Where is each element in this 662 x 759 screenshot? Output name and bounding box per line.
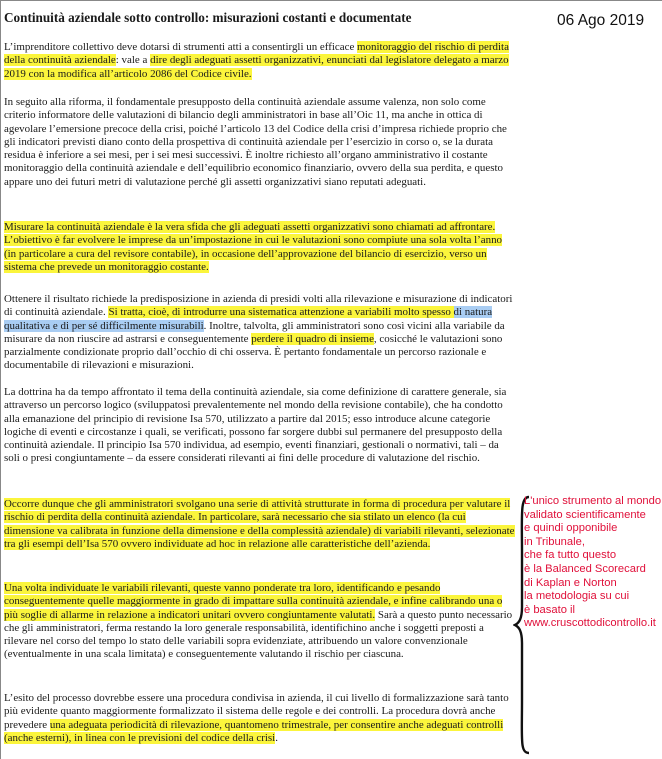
annotation-line: in Tribunale, (524, 535, 585, 548)
paragraph-text: , cosicché le valutazioni sono parzialmente condizionate proprio dall’occhio di chi osserva. È pertanto fondamentale un percorso razionale e documentabile di rilevazioni e misurazioni. (4, 332, 503, 372)
paragraph-text: L’esito del processo dovrebbe essere una procedura condivisa in azienda, il cui livello di formalizzazione sarà tanto più evidente quanto maggiormente formalizzato il sistema delle regole e dei controlli. La procedura dovrà anche prevedere (4, 692, 509, 731)
paragraph-6 (4, 498, 516, 551)
highlighted-text: Occorre dunque che gli amministratori svolgano una serie di attività strutturate in forma di procedura per valutare il rischio di perdita della continuità aziendale. In particolare, sarà necessario che sia stilato un elenco (la cui dimensione va calibrata in funzione della dimensione e della complessità aziendale) di variabili rilevanti, selezionate tra gli esempi dell’Isa 570 ovvero individuate ad hoc in relazione alle caratteristiche dell’azienda. (4, 498, 515, 550)
paragraph-text: Sarà a questo punto necessario che gli amministratori, ferma restando la loro generale responsabilità, identifichino anche i soggetti preposti a rilevare nel corso del tempo lo stato delle variabili sopra evidenziate, attribuendo un valore convenzionale (eventualmente in una scala limitata) e conseguentemente valutando il rischio per ciascuna. (4, 608, 513, 661)
highlighted-text: dire degli adeguati assetti organizzativi, enunciati dal legislatore delegato a marzo 2019 con la modifica all’articolo 2086 del Codice civile. (4, 54, 509, 80)
paragraph-text: . Inoltre, talvolta, gli amministratori sono così vicini alla variabile da misurare da non riuscire ad astrarsi e conseguentemente (4, 319, 505, 345)
paragraph-4 (4, 293, 516, 373)
article-date: 06 Ago 2019 (557, 12, 645, 29)
margin-annotation (524, 495, 662, 631)
annotation-line: la metodologia su cui (524, 590, 630, 603)
paragraph-text: Ottenere il risultato richiede la predisposizione in azienda di presidi volti alla rilevazione e misurazione di indicatori di continuità aziendale. (4, 293, 513, 319)
annotation-line: è basato il (524, 603, 575, 616)
annotation-line: di Kaplan e Norton (524, 576, 617, 589)
paragraph-text: In seguito alla riforma, il fondamentale presupposto della continuità aziendale assume valenza, non solo come criterio informatore delle valutazioni di bilancio degli amministratori in base all’Oic 11, ma anche in ottica di agevolare l’emersione precoce della crisi, poiché l’articolo 13 del Codice della crisi d’impresa richiede proprio che gli indicatori previsti diano conto della prospettiva di continuità aziendale per l’esercizio in corso o, se la durata residua è inferiore a sei mesi, per i sei mesi successivi. È inoltre richiesto all’organo amministrativo il costante monitoraggio della continuità aziendale e dell’equilibrio economico finanziario, ovvero della sua perdita, e questo appare uno dei futuri metri di valutazione perché gli assetti organizzativi siano reputati adeguati. (4, 96, 507, 188)
highlighted-text: Una volta individuate le variabili rilevanti, queste vanno ponderate tra loro, identificando e pesando conseguentemente quelle maggiormente in grado di impattare sulla continuità aziendale, e infine calibrando una o più soglie di allarme in relazione a indicatori unitari ovvero congiuntamente valutati. (4, 582, 503, 621)
annotation-line: L'unico strumento al mondo (524, 495, 662, 507)
paragraph-3 (4, 221, 516, 274)
paragraph-text: La dottrina ha da tempo affrontato il tema della continuità aziendale, sia come definizione di carattere generale, sia attraverso un percorso logico (sviluppatosi prevalentemente nel mondo della revisione contabile), che ha condotto alla emanazione del principio di revisione Isa 570, utilizzato a partire dal 2015; esso introduce alcune categorie logiche di eventi e circostanze i quali, se verificati, possono far sorgere dubbi sul permanere del presupposto della continuità aziendale. Il principio Isa 570 individua, ad esempio, eventi finanziari, gestionali o normativi, tali – da soli o presi congiuntamente – da essere considerati rilevanti ai fini delle procedure di valutazione del rischio. (4, 386, 507, 465)
paragraph-5 (4, 386, 516, 466)
paragraph-text: . (275, 731, 278, 744)
annotation-line: che fa tutto questo (524, 549, 617, 562)
paragraph-text: : vale a (115, 54, 151, 67)
paragraph-2 (4, 96, 516, 189)
paragraph-text: L’imprenditore collettivo deve dotarsi di strumenti atti a consentirgli un efficace (4, 41, 358, 53)
highlighted-text: Misurare la continuità aziendale è la vera sfida che gli adeguati assetti organizzativi sono chiamati ad affrontare. L’obiettivo è far evolvere le imprese da un’impostazione in cui le valutazioni sono compiute una sola volta l’anno (in particolare a cura del revisore contabile), in occasione dell’approvazione del bilancio di esercizio, verso un sistema che prevede un monitoraggio costante. (4, 221, 503, 273)
highlighted-text: monitoraggio del rischio di perdita della continuità aziendale (4, 41, 509, 67)
paragraph-1 (4, 41, 516, 81)
highlighted-text: perdere il quadro di insieme (251, 332, 374, 345)
highlighted-text: Si tratta, cioè, di introdurre una sistematica attenzione a variabili molto spesso (108, 306, 454, 319)
selected-text: di natura qualitativa e di per sé difficilmente misurabili (4, 306, 493, 332)
paragraph-8 (4, 692, 519, 745)
paragraph-7 (4, 582, 516, 662)
annotation-line: e quindi opponibile (524, 522, 618, 535)
annotation-line: validato scientificamente (524, 508, 646, 521)
annotation-line: www.cruscottodicontrollo.it (524, 617, 656, 630)
article-title: Continuità aziendale sotto controllo: misurazioni costanti e documentate (4, 10, 412, 25)
annotation-line: è la Balanced Scorecard (524, 562, 646, 575)
highlighted-text: una adeguata periodicità di rilevazione, quantomeno trimestrale, per consentire anche adeguati controlli (anche esterni), in linea con le previsioni del codice della crisi (4, 718, 504, 744)
